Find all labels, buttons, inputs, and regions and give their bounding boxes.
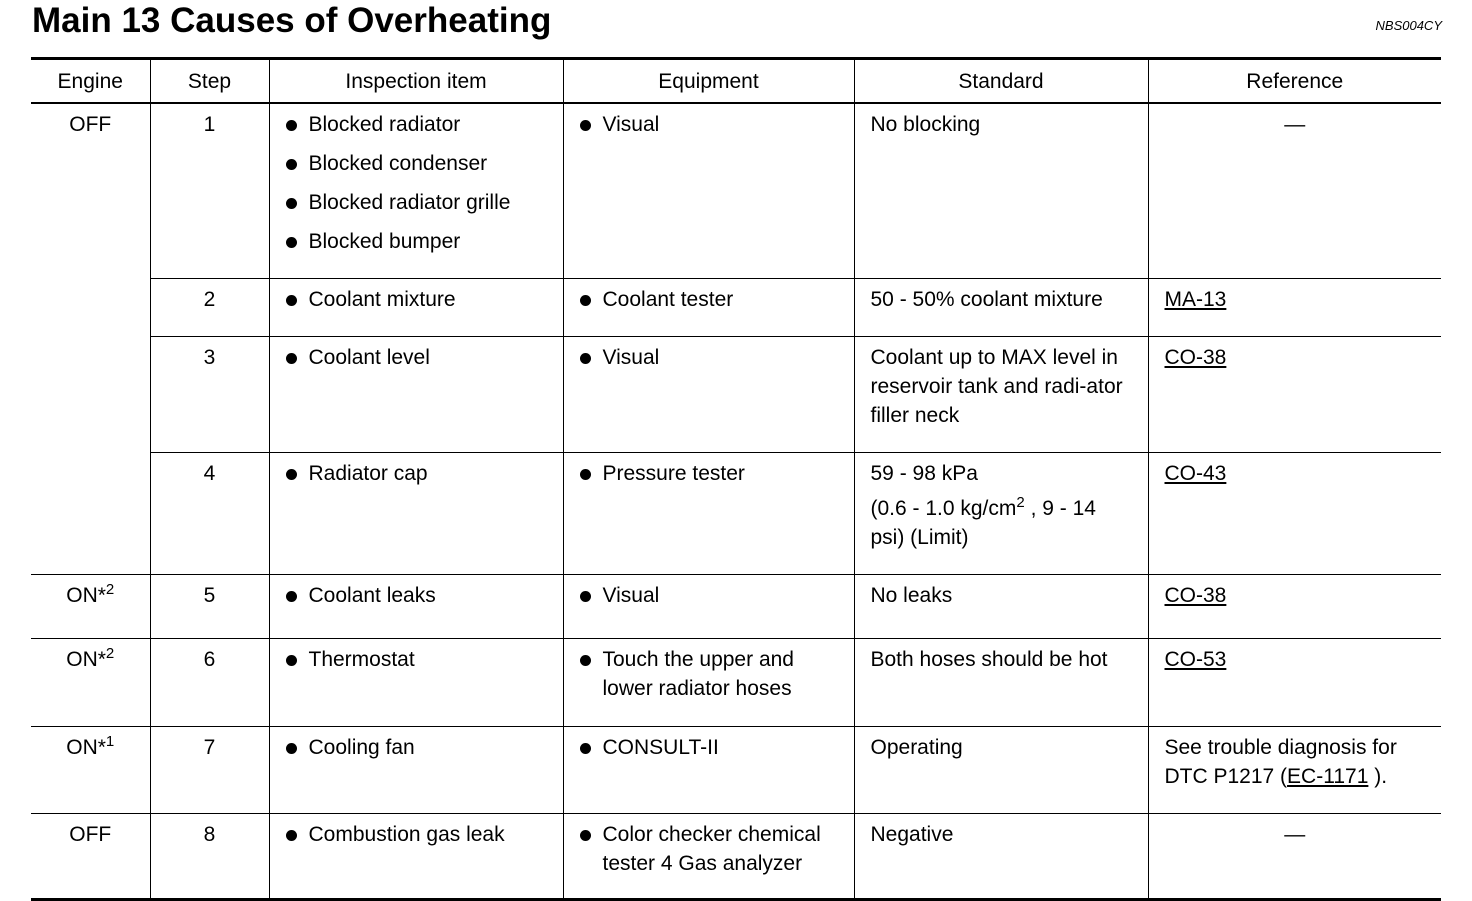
- standard-line: psi) (Limit): [870, 526, 969, 549]
- step-cell: 7: [150, 727, 269, 814]
- list-item: Coolant mixture: [286, 285, 555, 314]
- bullet-icon: [286, 237, 297, 248]
- list-item: Blocked bumper: [286, 227, 555, 256]
- reference-link[interactable]: CO-38: [1164, 584, 1227, 607]
- standard-cell: Negative: [854, 814, 1148, 900]
- inspection-cell: [269, 103, 563, 279]
- inspection-cell: [269, 639, 563, 727]
- list-item: Thermostat: [286, 645, 555, 674]
- bullet-icon: [286, 469, 297, 480]
- bullet-icon: [286, 591, 297, 602]
- step-cell: 8: [150, 814, 269, 900]
- bullet-icon: [580, 743, 591, 754]
- overheating-causes-table: [31, 57, 1441, 901]
- list-item: Cooling fan: [286, 733, 555, 762]
- header-standard: Standard: [854, 59, 1148, 104]
- list-item: Color checker chemical tester 4 Gas analyzer: [580, 820, 850, 878]
- header-engine: Engine: [31, 59, 150, 104]
- engine-cell: OFF: [31, 814, 150, 900]
- inspection-cell: [269, 814, 563, 900]
- reference-link[interactable]: CO-43: [1164, 462, 1227, 485]
- header-inspection-item: Inspection item: [269, 59, 563, 104]
- reference-cell: [1148, 453, 1441, 575]
- list-item: Visual: [580, 581, 846, 610]
- list-item: Radiator cap: [286, 459, 555, 488]
- list-item: Pressure tester: [580, 459, 846, 488]
- bullet-icon: [580, 591, 591, 602]
- table-header-row: [31, 59, 1441, 104]
- table-row: [31, 575, 1441, 639]
- table-row: [31, 639, 1441, 727]
- equipment-cell: [563, 727, 854, 814]
- bullet-icon: [580, 120, 591, 131]
- list-item: Coolant level: [286, 343, 555, 372]
- equipment-cell: [563, 639, 854, 727]
- engine-cell: ON*$^2$: [31, 575, 150, 639]
- engine-cell: ON*$^1$: [31, 727, 150, 814]
- page-title: Main 13 Causes of Overheating: [32, 1, 552, 40]
- inspection-cell: [269, 279, 563, 337]
- bullet-icon: [286, 743, 297, 754]
- standard-cell: Both hoses should be hot: [854, 639, 1148, 727]
- bullet-icon: [286, 198, 297, 209]
- step-cell: 1: [150, 103, 269, 279]
- standard-cell: Coolant up to MAX level in reservoir tank and radi-ator filler neck: [854, 337, 1148, 453]
- step-cell: 4: [150, 453, 269, 575]
- equipment-cell: [563, 279, 854, 337]
- inspection-cell: [269, 727, 563, 814]
- bullet-icon: [580, 830, 591, 841]
- bullet-icon: [286, 120, 297, 131]
- list-item: Coolant leaks: [286, 581, 555, 610]
- equipment-cell: [563, 814, 854, 900]
- header-reference: Reference: [1148, 59, 1441, 104]
- bullet-icon: [286, 353, 297, 364]
- reference-cell: [1148, 337, 1441, 453]
- standard-cell: 50 - 50% coolant mixture: [854, 279, 1148, 337]
- list-item: Blocked condenser: [286, 149, 555, 178]
- reference-cell: [1148, 279, 1441, 337]
- equipment-cell: [563, 575, 854, 639]
- reference-link[interactable]: CO-53: [1164, 648, 1227, 671]
- table-row: [31, 279, 1441, 337]
- table-row: [31, 103, 1441, 279]
- equipment-cell: [563, 103, 854, 279]
- engine-cell: OFF: [69, 113, 112, 136]
- inspection-cell: [269, 337, 563, 453]
- list-item: Visual: [580, 110, 846, 139]
- bullet-icon: [286, 159, 297, 170]
- standard-cell: [854, 453, 1148, 575]
- header-equipment: Equipment: [563, 59, 854, 104]
- standard-cell: Operating: [854, 727, 1148, 814]
- inspection-cell: [269, 453, 563, 575]
- step-cell: 3: [150, 337, 269, 453]
- engine-cell: ON*$^2$: [31, 639, 150, 727]
- standard-line: 59 - 98 kPa: [870, 462, 978, 485]
- list-item: Blocked radiator: [286, 110, 555, 139]
- standard-cell: No leaks: [854, 575, 1148, 639]
- reference-link[interactable]: MA-13: [1164, 288, 1227, 311]
- list-item: Visual: [580, 343, 846, 372]
- reference-link[interactable]: CO-38: [1164, 346, 1227, 369]
- table-row: [31, 814, 1441, 900]
- bullet-icon: [286, 295, 297, 306]
- step-cell: 2: [150, 279, 269, 337]
- bullet-icon: [286, 655, 297, 666]
- reference-cell: [1148, 575, 1441, 639]
- bullet-icon: [286, 830, 297, 841]
- table-row: [31, 727, 1441, 814]
- bullet-icon: [580, 469, 591, 480]
- inspection-cell: [269, 575, 563, 639]
- bullet-icon: [580, 353, 591, 364]
- engine-cell: [31, 279, 150, 337]
- list-item: Blocked radiator grille: [286, 188, 555, 217]
- table-row: [31, 453, 1441, 575]
- engine-cell: [31, 453, 150, 575]
- header-step: Step: [150, 59, 269, 104]
- bullet-icon: [580, 295, 591, 306]
- step-cell: 5: [150, 575, 269, 639]
- equipment-cell: [563, 337, 854, 453]
- standard-line: (0.6 - 1.0 $kg/cm^2$ , 9 - 14: [870, 494, 1096, 520]
- document-code: NBS004CY: [1375, 18, 1442, 33]
- reference-cell: See trouble diagnosis for DTC P1217 (EC-1171 ).: [1148, 727, 1441, 814]
- list-item: Coolant tester: [580, 285, 846, 314]
- reference-cell: —: [1148, 103, 1441, 279]
- reference-cell: —: [1148, 814, 1441, 900]
- table-row: [31, 337, 1441, 453]
- list-item: Touch the upper and lower radiator hoses: [580, 645, 846, 703]
- step-cell: 6: [150, 639, 269, 727]
- reference-link[interactable]: EC-1171: [1287, 765, 1369, 788]
- engine-cell: [31, 337, 150, 453]
- bullet-icon: [580, 655, 591, 666]
- standard-cell: No blocking: [854, 103, 1148, 279]
- reference-cell: [1148, 639, 1441, 727]
- list-item: CONSULT-II: [580, 733, 846, 762]
- list-item: Combustion gas leak: [286, 820, 555, 849]
- equipment-cell: [563, 453, 854, 575]
